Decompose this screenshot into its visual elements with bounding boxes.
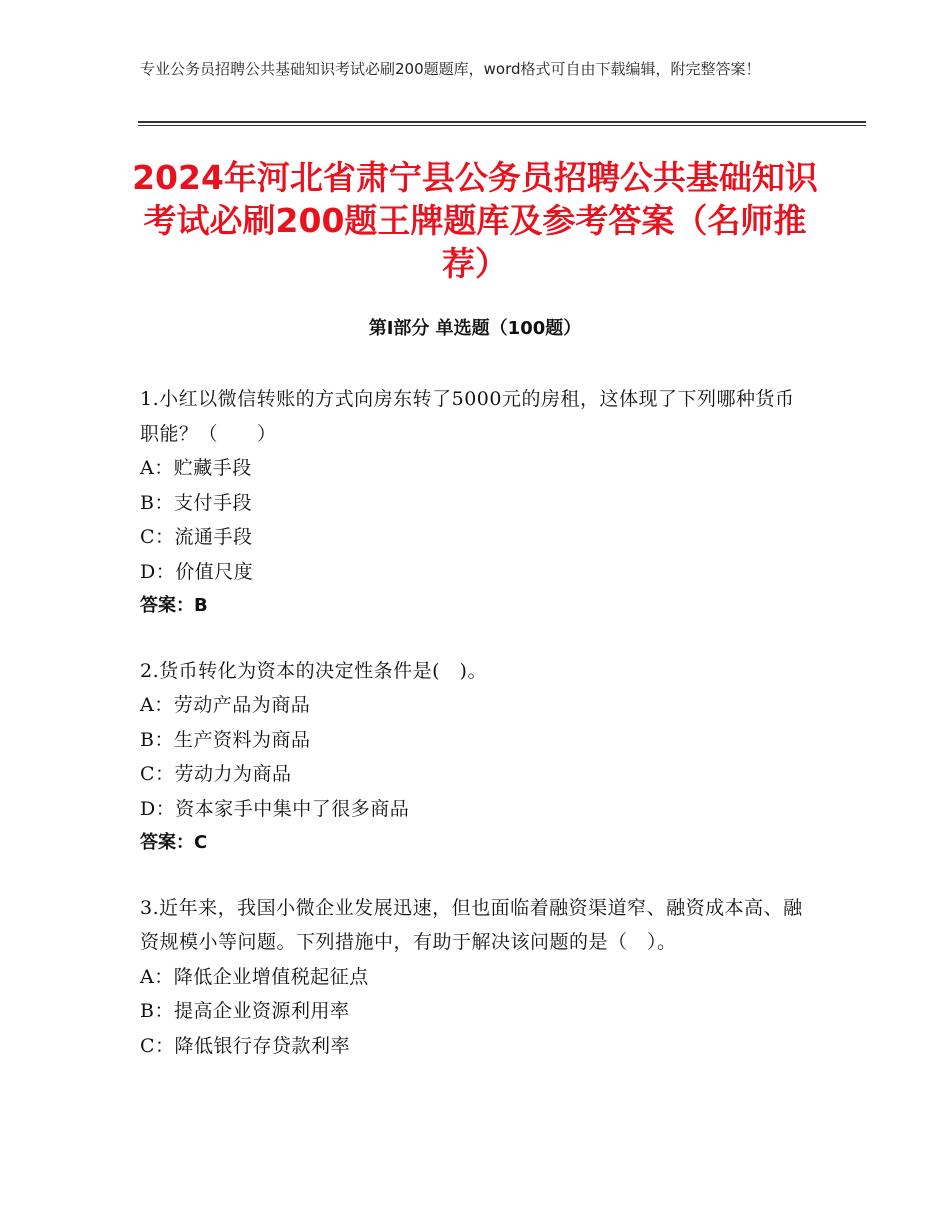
question-stem: 1.小红以微信转账的方式向房东转了5000元的房租，这体现了下列哪种货币职能？（ ） — [140, 388, 795, 445]
answer: 答案：B — [140, 595, 208, 616]
header-divider-thick — [138, 121, 866, 123]
option-a: A：贮藏手段 — [140, 457, 252, 479]
section-heading: 第Ⅰ部分 单选题（100题） — [368, 318, 582, 339]
option-c: C：劳动力为商品 — [140, 763, 292, 785]
header-divider-thin — [138, 125, 866, 126]
option-a: A：劳动产品为商品 — [140, 694, 311, 716]
question-list — [140, 382, 810, 1093]
answer: 答案：C — [140, 832, 208, 853]
option-d: D：资本家手中集中了很多商品 — [140, 797, 410, 820]
question-stem: 3.近年来，我国小微企业发展迅速，但也面临着融资渠道窄、融资成本高、融资规模小等问题。下列措施中，有助于解决该问题的是（ ）。 — [140, 896, 803, 953]
option-b: B：提高企业资源利用率 — [140, 1000, 350, 1022]
option-c: C：流通手段 — [140, 526, 253, 548]
header-note: 专业公务员招聘公共基础知识考试必刷200题题库，word格式可自由下载编辑，附完整答案！ — [140, 60, 761, 78]
question-2 — [140, 654, 810, 861]
option-b: B：生产资料为商品 — [140, 728, 311, 751]
option-a: A：降低企业增值税起征点 — [140, 965, 369, 988]
question-3 — [140, 891, 810, 1064]
option-d: D：价值尺度 — [140, 560, 254, 583]
option-c: C：降低银行存贷款利率 — [140, 1034, 351, 1057]
document-title: 2024年河北省肃宁县公务员招聘公共基础知识考试必刷200题王牌题库及参考答案（名师推荐） — [132, 158, 818, 283]
question-1 — [140, 382, 810, 624]
question-stem: 2.货币转化为资本的决定性条件是( )。 — [140, 659, 487, 682]
option-b: B：支付手段 — [140, 491, 252, 514]
